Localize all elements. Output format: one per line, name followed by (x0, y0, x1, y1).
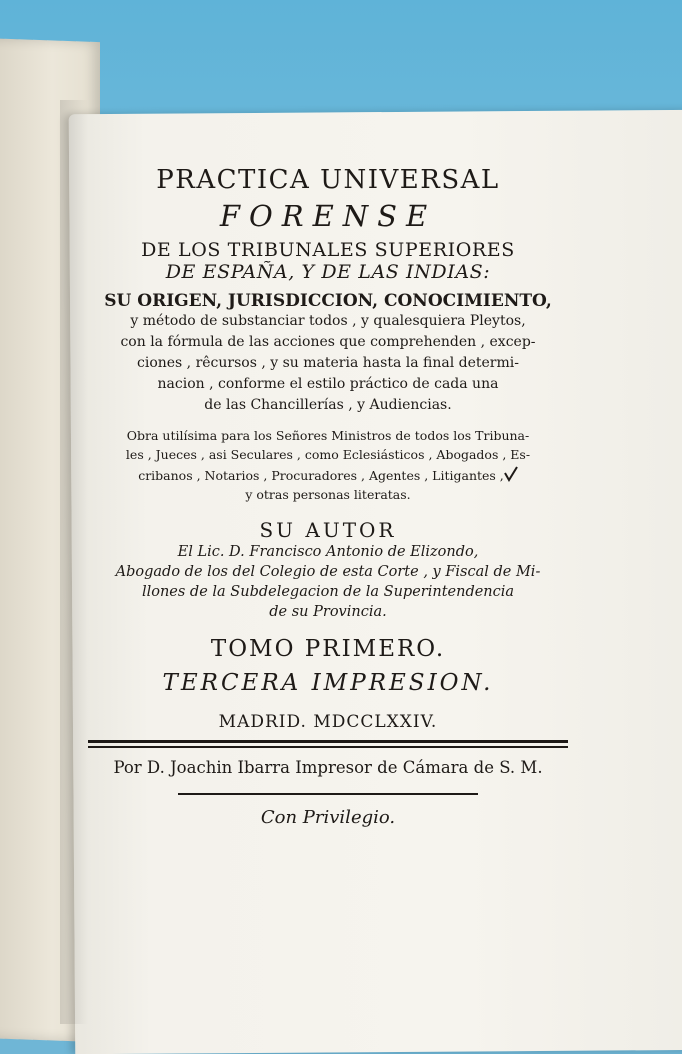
author-heading: SU AUTOR (259, 518, 397, 542)
audience-line: y otras personas literatas. (245, 487, 411, 502)
description-line: con la fórmula de las acciones que comprehenden , excep- (120, 334, 536, 350)
handwritten-check-mark-icon (504, 466, 518, 482)
audience-block (78, 426, 578, 504)
audience-line: les , Jueces , asi Seculares , como Eclesiásticos , Abogados , Es- (125, 447, 531, 462)
printer-line: Por D. Joachin Ibarra Impresor de Cámara de S. M. (113, 758, 543, 777)
title-page-text (78, 165, 578, 828)
privilege-line: Con Privilegio. (260, 807, 396, 828)
description-line: y método de substanciar todos , y qualesquiera Pleytos, (130, 313, 526, 329)
imprint-place-date: MADRID. MDCCLXXIV. (218, 712, 438, 732)
rule-line (88, 746, 568, 748)
author-line: llones de la Subdelegacion de la Superintendencia (141, 584, 515, 600)
volume-title: TOMO PRIMERO. (210, 636, 446, 662)
double-rule-divider (88, 740, 568, 748)
description-line: de las Chancillerías , y Audiencias. (204, 397, 452, 413)
audience-line: cribanos , Notarios , Procuradores , Agentes , Litigantes , (78, 464, 578, 485)
title-line-1: PRACTICA UNIVERSAL (156, 165, 500, 195)
author-line: de su Provincia. (269, 604, 387, 620)
description-line: nacion , conforme el estilo práctico de cada una (157, 376, 499, 392)
author-line: El Lic. D. Francisco Antonio de Elizondo, (177, 544, 479, 560)
rule-line (88, 740, 568, 743)
title-line-3: DE LOS TRIBUNALES SUPERIORES (141, 239, 515, 261)
short-rule (178, 793, 478, 795)
edition-title: TERCERA IMPRESION. (162, 670, 494, 696)
audience-line: Obra utilísima para los Señores Ministros de todos los Tribuna- (126, 428, 530, 443)
title-line-4: DE ESPAÑA, Y DE LAS INDIAS: (165, 261, 491, 283)
author-line: Abogado de los del Colegio de esta Corte , y Fiscal de Mi- (115, 564, 541, 580)
title-line-2: FORENSE (219, 199, 437, 233)
description-line: ciones , rêcursos , y su materia hasta la final determi- (137, 355, 519, 371)
title-line-5: SU ORIGEN, JURISDICCION, CONOCIMIENTO, (104, 291, 552, 311)
